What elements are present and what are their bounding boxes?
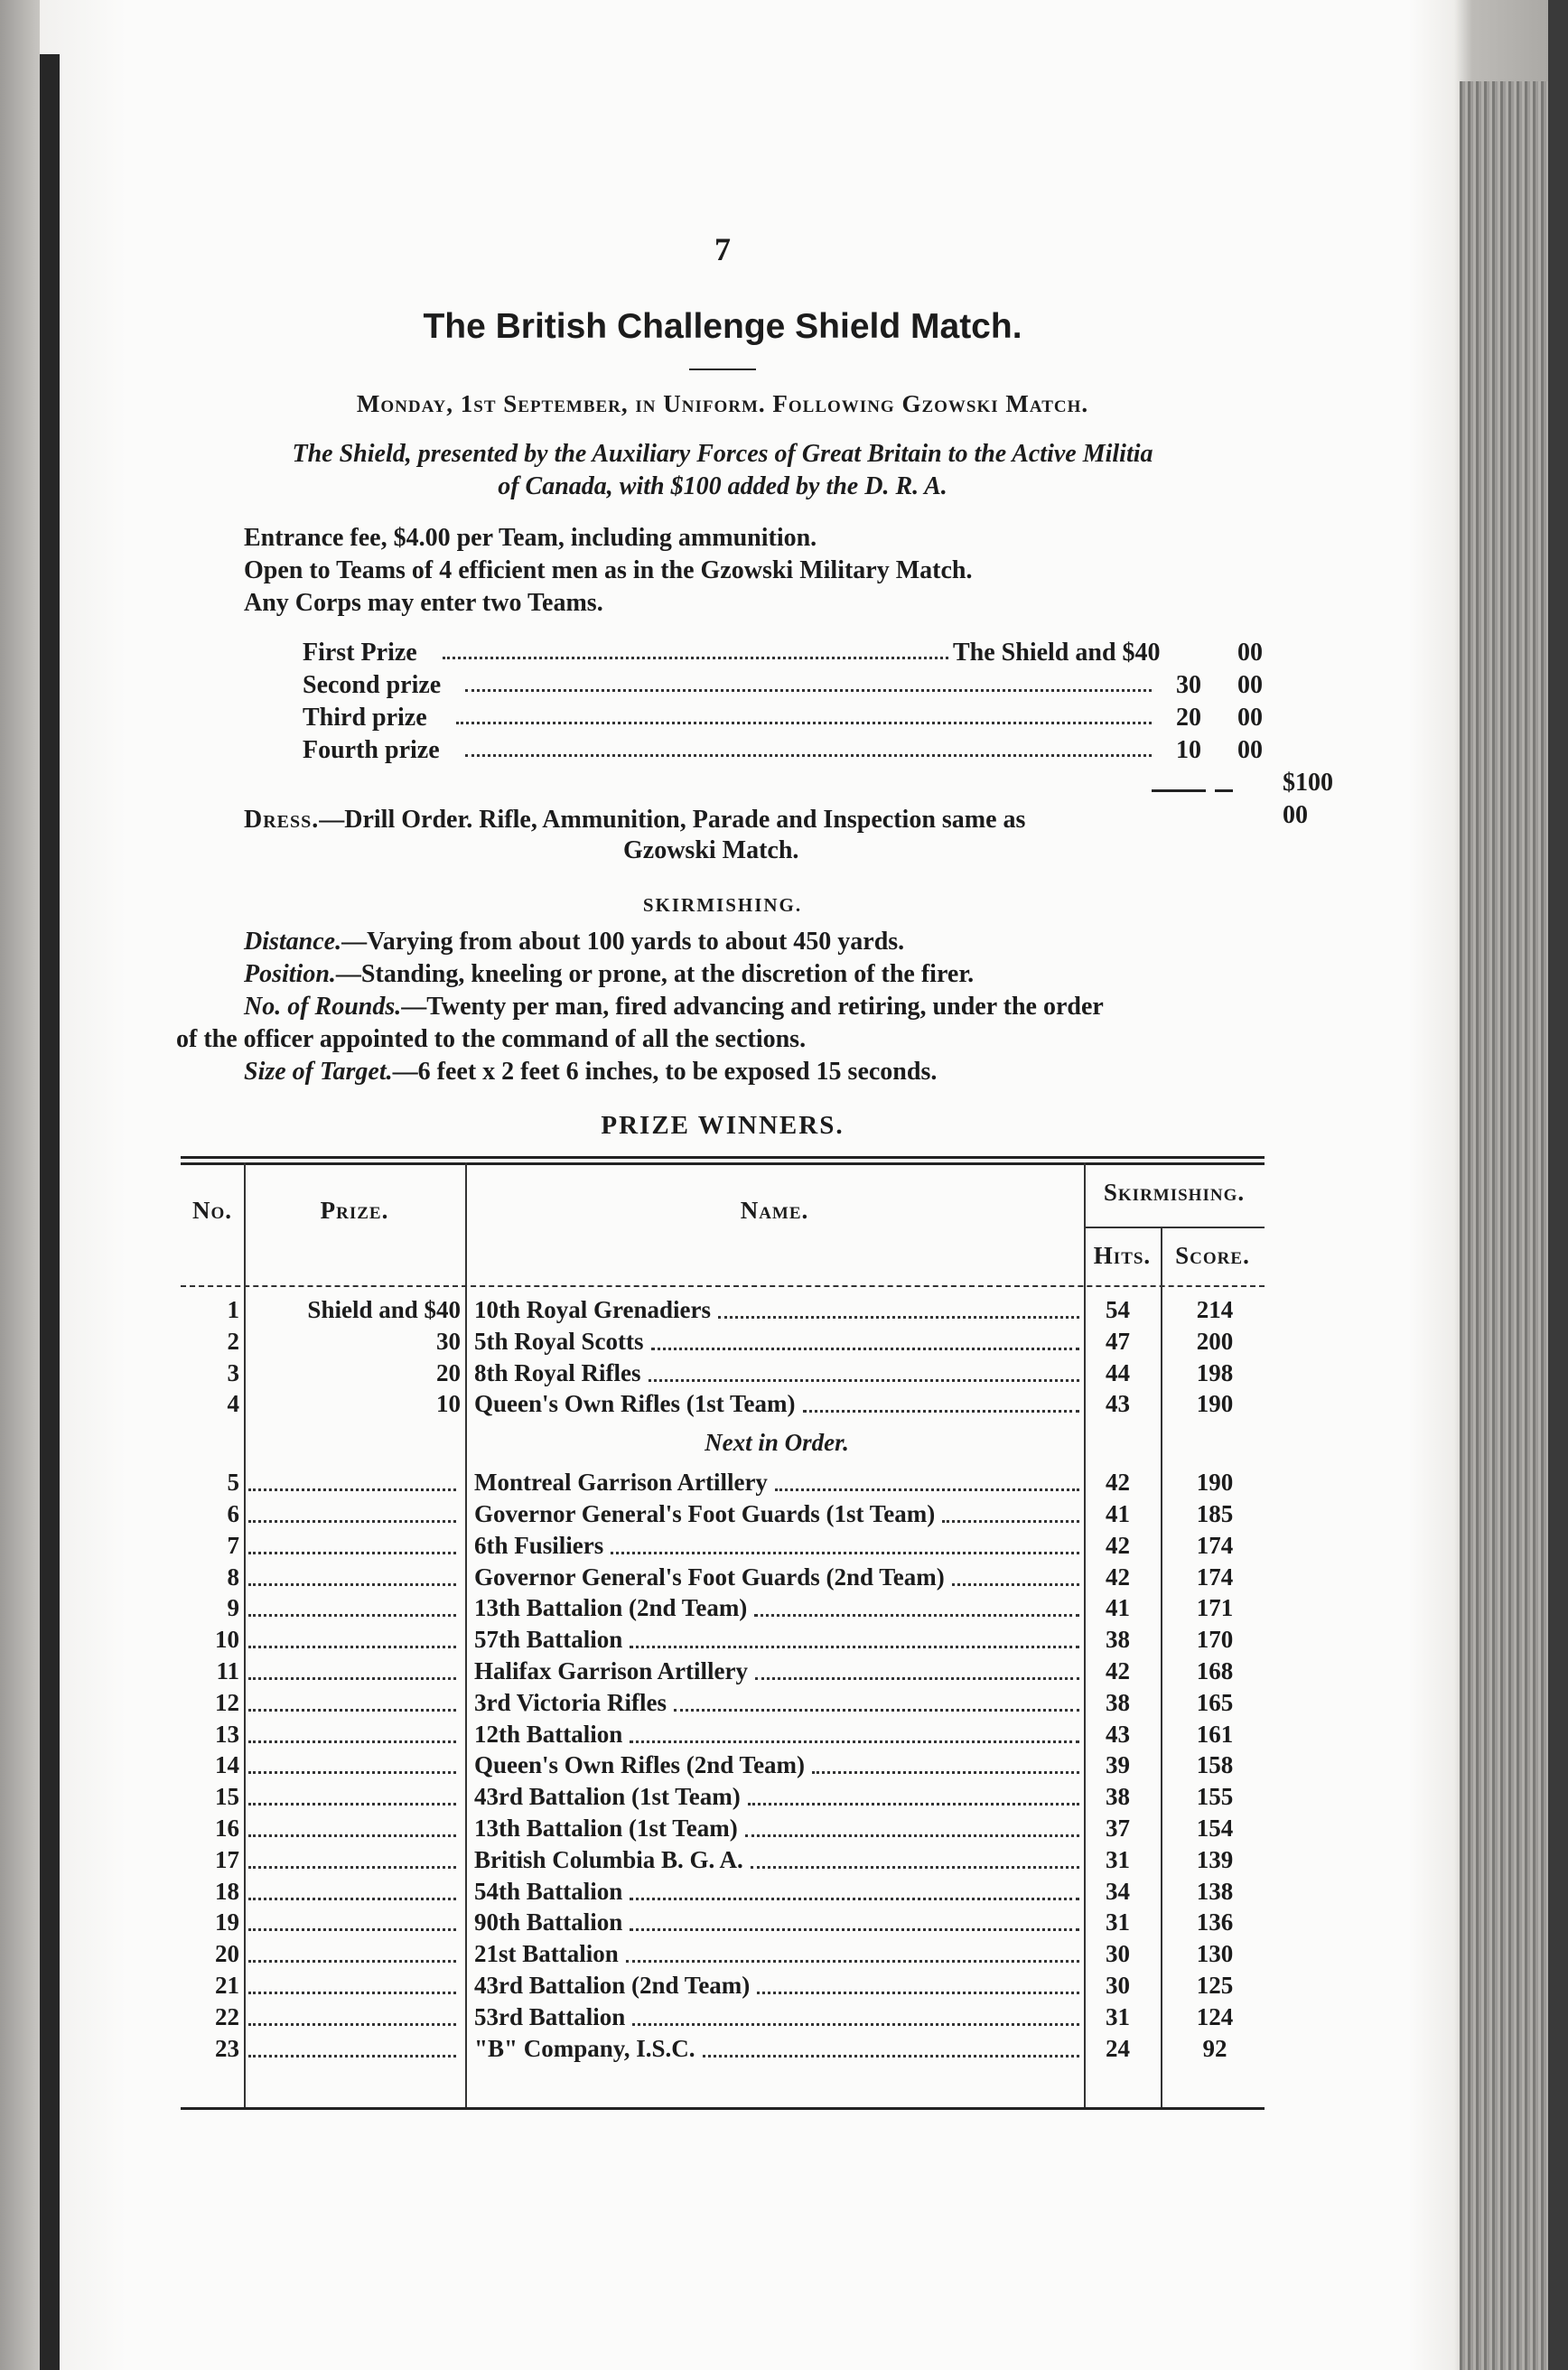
cell-name: 21st Battalion — [474, 1940, 619, 1968]
entry-conditions — [244, 522, 972, 620]
prize-winners-table — [181, 1156, 1265, 2109]
prize-leader-dots — [248, 1960, 456, 1963]
cell-score: 214 — [1196, 1296, 1234, 1323]
prize-leader-dots — [248, 1928, 456, 1931]
prize-leader-dots — [248, 1583, 456, 1586]
prize-winners-heading: PRIZE WINNERS. — [601, 1111, 845, 1140]
cell-no: 19 — [215, 1908, 239, 1936]
name-leader-dots — [812, 1771, 1079, 1774]
total-rule — [1152, 789, 1206, 792]
cell-name: 13th Battalion (1st Team) — [474, 1815, 738, 1842]
cell-name: Montreal Garrison Artillery — [474, 1469, 768, 1497]
leader-dots — [443, 657, 948, 659]
name-leader-dots — [942, 1520, 1079, 1523]
table-row — [181, 1657, 1265, 1689]
rule-line: Position.—Standing, kneeling or prone, at the discretion of the firer. — [244, 960, 975, 988]
table-rule-top-2 — [181, 1162, 1265, 1165]
cell-hits: 42 — [1106, 1531, 1130, 1559]
table-row — [181, 1500, 1265, 1532]
table-row — [181, 1563, 1265, 1595]
name-leader-dots — [630, 1898, 1079, 1900]
cell-score: 165 — [1196, 1688, 1234, 1716]
cell-name: 12th Battalion — [474, 1720, 623, 1748]
prize-leader-dots — [248, 1992, 456, 1994]
table-row — [181, 1972, 1265, 2003]
prize-leader-dots — [248, 1552, 456, 1554]
cell-hits: 41 — [1106, 1500, 1130, 1527]
name-leader-dots — [775, 1488, 1079, 1491]
presented-by — [176, 438, 1269, 503]
cell-no: 7 — [227, 1531, 239, 1559]
name-leader-dots — [630, 1928, 1079, 1931]
table-row — [181, 1908, 1265, 1940]
rule-line: No. of Rounds.—Twenty per man, fired advancing and retiring, under the order — [244, 993, 1104, 1021]
cell-score: 168 — [1196, 1657, 1234, 1684]
name-leader-dots — [632, 2023, 1079, 2026]
cell-hits: 42 — [1106, 1657, 1130, 1684]
dress-note — [244, 804, 1255, 836]
prize-cents: 00 — [1237, 736, 1263, 764]
cell-name: 6th Fusiliers — [474, 1531, 604, 1559]
cell-name: British Columbia B. G. A. — [474, 1845, 743, 1873]
cell-score: 154 — [1196, 1815, 1234, 1842]
cell-hits: 30 — [1106, 1972, 1130, 1999]
table-rule-top — [181, 1156, 1265, 1159]
table-row — [181, 1940, 1265, 1972]
header-score: Score. — [1175, 1242, 1250, 1269]
prize-label: First Prize — [303, 639, 417, 667]
name-leader-dots — [674, 1709, 1079, 1712]
cell-score: 138 — [1196, 1877, 1234, 1905]
cell-score: 139 — [1196, 1845, 1234, 1873]
header-hits: Hits. — [1093, 1242, 1152, 1269]
cell-name: 13th Battalion (2nd Team) — [474, 1594, 748, 1622]
header-skirmishing: Skirmishing. — [1103, 1179, 1246, 1206]
cell-hits: 30 — [1106, 1940, 1130, 1968]
cell-name: Governor General's Foot Guards (2nd Team) — [474, 1563, 945, 1591]
cell-score: 155 — [1196, 1783, 1234, 1811]
cell-no: 6 — [227, 1500, 239, 1527]
prize-total: $100 00 — [1283, 769, 1333, 829]
cell-name: 53rd Battalion — [474, 2002, 626, 2030]
table-row — [181, 1751, 1265, 1783]
cell-name: Queen's Own Rifles (1st Team) — [474, 1390, 796, 1418]
name-leader-dots — [754, 1614, 1079, 1617]
prize-leader-dots — [248, 1898, 456, 1900]
header-no: No. — [191, 1197, 233, 1224]
prize-row — [303, 669, 1274, 702]
cell-hits: 31 — [1106, 1908, 1130, 1936]
total-rule — [1215, 789, 1233, 792]
table-row — [181, 1878, 1265, 1909]
cell-name: 54th Battalion — [474, 1877, 623, 1905]
cell-no: 9 — [227, 1594, 239, 1622]
cell-name: 57th Battalion — [474, 1626, 623, 1654]
cell-prize: 20 — [436, 1358, 461, 1386]
cell-no: 16 — [215, 1815, 239, 1842]
cell-no: 11 — [216, 1657, 239, 1684]
table-row — [181, 1469, 1265, 1500]
match-subtitle: Monday, 1st September, in Uniform. Following Gzowski Match. — [356, 390, 1089, 417]
prize-cents: 00 — [1237, 671, 1263, 699]
cell-score: 158 — [1196, 1751, 1234, 1779]
leader-dots — [465, 754, 1152, 757]
leader-dots — [465, 689, 1152, 692]
condition-line: Open to Teams of 4 efficient men as in the Gzowski Military Match. — [244, 556, 973, 584]
cell-name: 90th Battalion — [474, 1908, 623, 1936]
cell-score: 174 — [1196, 1531, 1234, 1559]
cell-no: 2 — [227, 1327, 239, 1355]
presented-line-2: of Canada, with $100 added by the D. R. A. — [498, 472, 947, 500]
prize-value: The Shield and $40 — [953, 639, 1161, 667]
prize-leader-dots — [248, 1520, 456, 1523]
table-row — [181, 2003, 1265, 2035]
table-row — [181, 1296, 1265, 1328]
cell-score: 171 — [1196, 1594, 1234, 1622]
name-leader-dots — [703, 2055, 1079, 2057]
name-leader-dots — [651, 1348, 1079, 1350]
cell-hits: 47 — [1106, 1327, 1130, 1355]
cell-name: "B" Company, I.S.C. — [474, 2034, 695, 2062]
table-row — [181, 1689, 1265, 1721]
cell-no: 23 — [215, 2034, 239, 2062]
cell-score: 200 — [1196, 1327, 1234, 1355]
name-leader-dots — [748, 1803, 1079, 1805]
binding-edge-left — [40, 54, 60, 2370]
prize-row — [303, 637, 1274, 669]
table-row — [181, 2035, 1265, 2067]
header-name: Name. — [740, 1197, 809, 1224]
prize-leader-dots — [248, 1866, 456, 1869]
prize-leader-dots — [248, 1771, 456, 1774]
condition-line: Any Corps may enter two Teams. — [244, 589, 603, 617]
table-header-rule — [181, 1285, 1265, 1287]
prize-leader-dots — [248, 1677, 456, 1680]
leader-dots — [456, 722, 1152, 724]
name-leader-dots — [751, 1866, 1079, 1869]
cell-prize: 10 — [436, 1390, 461, 1418]
dress-text-2: Gzowski Match. — [623, 836, 799, 864]
table-row — [181, 1846, 1265, 1878]
cell-no: 5 — [227, 1469, 239, 1497]
cell-no: 14 — [215, 1751, 239, 1779]
left-shadow — [0, 0, 40, 2370]
prize-leader-dots — [248, 1646, 456, 1648]
name-leader-dots — [630, 1646, 1079, 1648]
cell-score: 174 — [1196, 1563, 1234, 1591]
cell-no: 17 — [215, 1845, 239, 1873]
cell-no: 18 — [215, 1877, 239, 1905]
name-leader-dots — [626, 1960, 1079, 1963]
header-prize: Prize. — [320, 1197, 389, 1224]
name-leader-dots — [718, 1316, 1079, 1319]
cell-no: 1 — [227, 1296, 239, 1323]
table-row — [181, 1815, 1265, 1846]
cell-no: 3 — [227, 1358, 239, 1386]
name-leader-dots — [757, 1992, 1079, 1994]
page-number: 7 — [714, 231, 731, 267]
prize-leader-dots — [248, 1740, 456, 1743]
table-row — [181, 1721, 1265, 1752]
prize-leader-dots — [248, 1709, 456, 1712]
prize-cents: 00 — [1237, 704, 1263, 732]
cell-hits: 37 — [1106, 1815, 1130, 1842]
skirmishing-heading: SKIRMISHING. — [642, 894, 803, 916]
title-rule — [689, 369, 756, 370]
rule-line: Distance.—Varying from about 100 yards to about 450 yards. — [244, 928, 905, 956]
name-leader-dots — [649, 1379, 1079, 1382]
name-leader-dots — [745, 1834, 1079, 1837]
cell-no: 4 — [227, 1390, 239, 1418]
cell-name: 10th Royal Grenadiers — [474, 1296, 711, 1323]
table-row — [181, 1532, 1265, 1563]
prize-leader-dots — [248, 1488, 456, 1491]
prize-row — [303, 734, 1274, 767]
cell-name: 3rd Victoria Rifles — [474, 1688, 667, 1716]
cell-score: 136 — [1196, 1908, 1234, 1936]
prize-row — [303, 702, 1274, 734]
name-leader-dots — [755, 1677, 1079, 1680]
prize-leader-dots — [248, 2055, 456, 2057]
cell-hits: 38 — [1106, 1783, 1130, 1811]
table-row — [181, 1626, 1265, 1657]
prize-cents: 00 — [1237, 639, 1263, 667]
cell-prize: 30 — [436, 1327, 461, 1355]
table-row — [181, 1328, 1265, 1359]
cell-score: 124 — [1196, 2002, 1234, 2030]
prize-leader-dots — [248, 2023, 456, 2026]
cell-hits: 43 — [1106, 1720, 1130, 1748]
cell-hits: 39 — [1106, 1751, 1130, 1779]
cell-hits: 31 — [1106, 1845, 1130, 1873]
condition-line: Entrance fee, $4.00 per Team, including ammunition. — [244, 524, 817, 552]
name-leader-dots — [611, 1552, 1079, 1554]
prize-value: 30 — [1176, 671, 1201, 699]
cell-hits: 38 — [1106, 1688, 1130, 1716]
cell-score: 125 — [1196, 1972, 1234, 1999]
prize-label: Fourth prize — [303, 736, 440, 764]
table-row — [181, 1359, 1265, 1391]
prize-value: 10 — [1176, 736, 1201, 764]
cell-no: 12 — [215, 1688, 239, 1716]
cell-no: 13 — [215, 1720, 239, 1748]
skirmishing-subrule — [1084, 1227, 1265, 1228]
cell-score: 198 — [1196, 1358, 1234, 1386]
presented-line-1: The Shield, presented by the Auxiliary Forces of Great Britain to the Active Militia — [292, 440, 1153, 468]
cell-hits: 41 — [1106, 1594, 1130, 1622]
table-row — [181, 1390, 1265, 1422]
cell-name: 8th Royal Rifles — [474, 1358, 641, 1386]
cell-name: Governor General's Foot Guards (1st Team) — [474, 1500, 936, 1527]
cell-no: 15 — [215, 1783, 239, 1811]
name-leader-dots — [803, 1410, 1079, 1413]
cell-hits: 31 — [1106, 2002, 1130, 2030]
cell-no: 10 — [215, 1626, 239, 1654]
cell-hits: 42 — [1106, 1469, 1130, 1497]
cell-score: 185 — [1196, 1500, 1234, 1527]
cell-score: 161 — [1196, 1720, 1234, 1748]
prize-leader-dots — [248, 1614, 456, 1617]
dress-text: —Drill Order. Rifle, Ammunition, Parade and Inspection same as — [319, 806, 1026, 834]
cell-score: 92 — [1202, 2034, 1227, 2062]
name-leader-dots — [952, 1583, 1079, 1586]
cell-hits: 34 — [1106, 1877, 1130, 1905]
cell-hits: 38 — [1106, 1626, 1130, 1654]
cell-hits: 44 — [1106, 1358, 1130, 1386]
cell-name: Halifax Garrison Artillery — [474, 1657, 748, 1684]
table-row — [181, 1783, 1265, 1815]
cell-no: 22 — [215, 2002, 239, 2030]
rule-line: Size of Target.—6 feet x 2 feet 6 inches, to be exposed 15 seconds. — [244, 1058, 938, 1086]
prize-leader-dots — [248, 1834, 456, 1837]
next-in-order-row — [181, 1429, 1265, 1460]
cell-hits: 24 — [1106, 2034, 1130, 2062]
cell-no: 8 — [227, 1563, 239, 1591]
prize-label: Second prize — [303, 671, 442, 699]
cell-score: 170 — [1196, 1626, 1234, 1654]
dress-label: Dress. — [244, 806, 320, 834]
next-in-order-label: Next in Order. — [705, 1429, 849, 1457]
prize-value: 20 — [1176, 704, 1201, 732]
rule-line: of the officer appointed to the command of all the sections. — [176, 1025, 807, 1053]
cell-name: 5th Royal Scotts — [474, 1327, 644, 1355]
name-leader-dots — [630, 1740, 1079, 1743]
page-title: The British Challenge Shield Match. — [423, 307, 1022, 346]
cell-hits: 43 — [1106, 1390, 1130, 1418]
cell-score: 130 — [1196, 1940, 1234, 1968]
cell-score: 190 — [1196, 1390, 1234, 1418]
cell-hits: 42 — [1106, 1563, 1130, 1591]
cell-prize: Shield and $40 — [307, 1296, 461, 1323]
prize-label: Third prize — [303, 704, 427, 732]
cell-no: 21 — [215, 1972, 239, 1999]
cell-hits: 54 — [1106, 1296, 1130, 1323]
cell-score: 190 — [1196, 1469, 1234, 1497]
cell-name: Queen's Own Rifles (2nd Team) — [474, 1751, 806, 1779]
cell-name: 43rd Battalion (1st Team) — [474, 1783, 741, 1811]
spine-right — [1548, 0, 1568, 2370]
cell-no: 20 — [215, 1940, 239, 1968]
prize-leader-dots — [248, 1803, 456, 1805]
table-rule-bottom — [181, 2107, 1265, 2110]
table-row — [181, 1594, 1265, 1626]
cell-name: 43rd Battalion (2nd Team) — [474, 1972, 751, 1999]
